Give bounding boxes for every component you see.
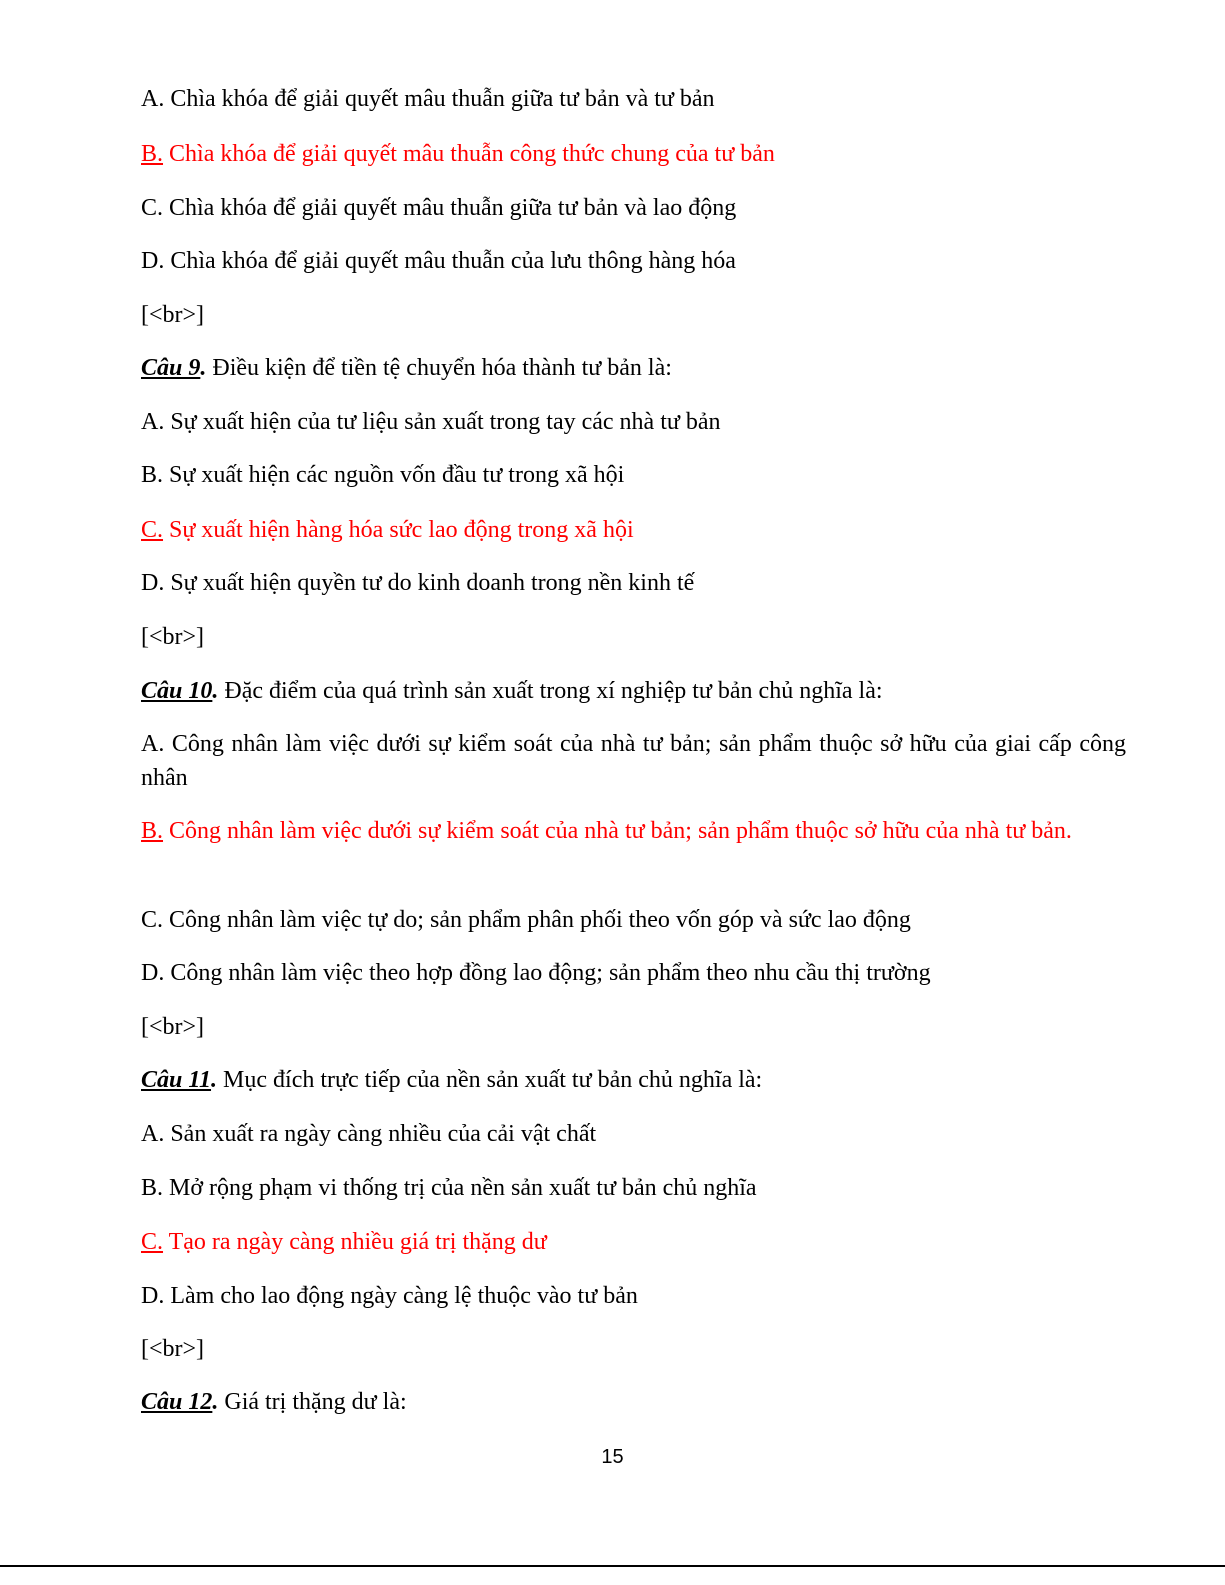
- question-label: Câu 9.: [141, 355, 207, 381]
- question-label: Câu 10.: [141, 678, 219, 704]
- q11-option-c-correct: [141, 1225, 1126, 1259]
- separator: [<br>]: [141, 1336, 205, 1362]
- question-label: Câu 12.: [141, 1389, 219, 1415]
- option-text: Chìa khóa để giải quyết mâu thuẫn công thức chung của tư bản: [163, 141, 775, 167]
- q11-option-b: B. Mở rộng phạm vi thống trị của nền sản xuất tư bản chủ nghĩa: [141, 1175, 757, 1201]
- q9-option-d: D. Sự xuất hiện quyền tư do kinh doanh trong nền kinh tế: [141, 570, 695, 596]
- q10-option-a: A. Công nhân làm việc dưới sự kiểm soát của nhà tư bản; sản phẩm thuộc sở hữu của giai cấp công nhân: [141, 731, 1126, 791]
- q9-option-c-correct: [141, 513, 1126, 547]
- q8-option-b-correct: [141, 137, 1126, 171]
- page-bottom-border: [0, 1565, 1225, 1567]
- option-letter: B.: [141, 141, 164, 167]
- q8-option-c: C. Chìa khóa để giải quyết mâu thuẫn giữa tư bản và lao động: [141, 195, 737, 221]
- q10-option-b-correct: [141, 814, 1126, 848]
- q11-option-a: A. Sản xuất ra ngày càng nhiều của cải vật chất: [141, 1121, 597, 1147]
- page-number: 15: [601, 1446, 624, 1468]
- q9-option-a: A. Sự xuất hiện của tư liệu sản xuất trong tay các nhà tư bản: [141, 409, 721, 435]
- question-11: [141, 1063, 1126, 1097]
- question-text: Đặc điểm của quá trình sản xuất trong xí nghiệp tư bản chủ nghĩa là:: [218, 678, 883, 704]
- option-text: Công nhân làm việc dưới sự kiểm soát của nhà tư bản; sản phẩm thuộc sở hữu của nhà tư bản.: [163, 818, 1072, 844]
- question-text: Điều kiện để tiền tệ chuyển hóa thành tư bản là:: [206, 355, 672, 381]
- option-text: Tạo ra ngày càng nhiều giá trị thặng dư: [163, 1229, 547, 1255]
- question-9: [141, 351, 1126, 385]
- q8-option-a: A. Chìa khóa để giải quyết mâu thuẫn giữa tư bản và tư bản: [141, 86, 715, 112]
- option-letter: B.: [141, 818, 164, 844]
- question-10: [141, 674, 1126, 708]
- question-12: [141, 1385, 1126, 1419]
- separator: [<br>]: [141, 1014, 205, 1040]
- question-text: Mục đích trực tiếp của nền sản xuất tư bản chủ nghĩa là:: [217, 1067, 763, 1093]
- separator: [<br>]: [141, 624, 205, 650]
- option-letter: C.: [141, 517, 164, 543]
- option-text: Sự xuất hiện hàng hóa sức lao động trong xã hội: [163, 517, 634, 543]
- q8-option-d: D. Chìa khóa để giải quyết mâu thuẫn của lưu thông hàng hóa: [141, 248, 736, 274]
- q10-option-c: C. Công nhân làm việc tự do; sản phẩm phân phối theo vốn góp và sức lao động: [141, 907, 911, 933]
- q10-option-d: D. Công nhân làm việc theo hợp đồng lao động; sản phẩm theo nhu cầu thị trường: [141, 960, 931, 986]
- question-text: Giá trị thặng dư là:: [218, 1389, 407, 1415]
- separator: [<br>]: [141, 302, 205, 328]
- option-letter: C.: [141, 1229, 164, 1255]
- q9-option-b: B. Sự xuất hiện các nguồn vốn đầu tư trong xã hội: [141, 462, 625, 488]
- question-label: Câu 11.: [141, 1067, 218, 1093]
- q11-option-d: D. Làm cho lao động ngày càng lệ thuộc vào tư bản: [141, 1283, 638, 1309]
